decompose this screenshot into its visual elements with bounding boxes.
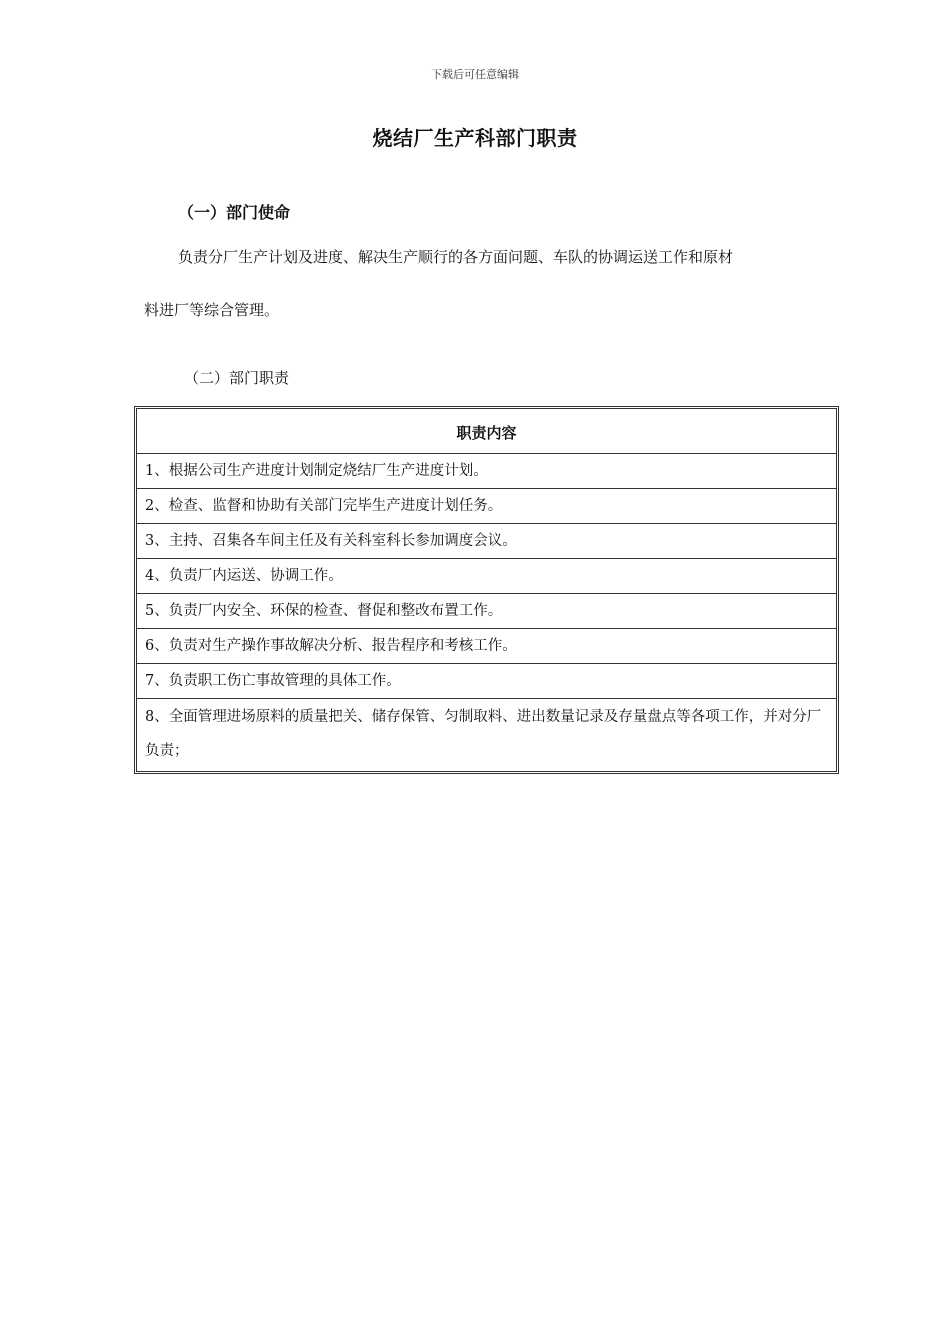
mission-text-line-2: 料进厂等综合管理。 <box>144 301 280 319</box>
duties-table <box>134 406 839 774</box>
table-row: 1、根据公司生产进度计划制定烧结厂生产进度计划。 <box>137 454 836 489</box>
table-row: 7、负责职工伤亡事故管理的具体工作。 <box>137 664 836 699</box>
section-heading-mission: （一）部门使命 <box>178 203 291 222</box>
section-heading-duties: （二）部门职责 <box>184 369 290 387</box>
table-row: 3、主持、召集各车间主任及有关科室科长参加调度会议。 <box>137 524 836 559</box>
mission-text-line-1: 负责分厂生产计划及进度、解决生产顺行的各方面问题、车队的协调运送工作和原材 <box>178 248 734 266</box>
table-row: 6、负责对生产操作事故解决分析、报告程序和考核工作。 <box>137 629 836 664</box>
header-note: 下载后可任意编辑 <box>431 68 519 81</box>
table-row: 8、全面管理进场原料的质量把关、储存保管、匀制取料、进出数量记录及存量盘点等各项工作，并对分厂负责； <box>145 709 822 759</box>
table-header: 职责内容 <box>137 409 836 454</box>
table-row: 2、检查、监督和协助有关部门完毕生产进度计划任务。 <box>137 489 836 524</box>
table-row: 5、负责厂内安全、环保的检查、督促和整改布置工作。 <box>137 594 836 629</box>
document-title: 烧结厂生产科部门职责 <box>372 126 578 150</box>
table-row: 4、负责厂内运送、协调工作。 <box>137 559 836 594</box>
